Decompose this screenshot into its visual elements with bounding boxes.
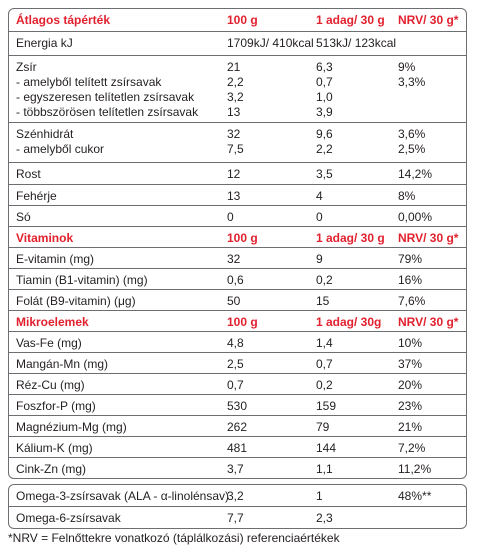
value-nrv: 48%** [398,489,432,503]
value-nrv: 0,00% [398,210,433,224]
table-row [9,184,466,205]
value-per-serving: 6,3 [316,60,333,74]
nutrient-name: Mikroelemek [16,315,89,329]
value-100g: 2,2 [227,75,244,89]
value-per-serving: 0,2 [316,273,333,287]
table-line [9,251,466,267]
table-line [9,89,466,105]
value-per-serving: 3,9 [316,105,333,119]
table-line [9,166,466,182]
table-row [9,331,466,352]
value-nrv: 16% [398,273,423,287]
table-row [9,394,466,415]
nutrition-table [8,8,467,479]
value-per-serving: 0,2 [316,378,333,392]
table-line [9,510,466,526]
value-100g: 530 [227,399,248,413]
nutrient-name: Átlagos tápérték [16,13,111,27]
value-per-serving: 9 [316,252,323,266]
nutrient-name: Vitaminok [16,231,74,245]
nutrient-name: Réz-Cu (mg) [16,378,85,392]
table-line [9,461,466,477]
omega-table [8,484,467,529]
value-nrv: NRV/ 30 g* [398,315,459,329]
value-100g: 1709kJ/ 410kcal [227,36,314,50]
value-per-serving: 159 [316,399,337,413]
table-line [9,314,466,330]
table-row [9,31,466,55]
nutrient-name: Omega-6-zsírsavak [16,511,121,525]
table-line [9,488,466,504]
table-line [9,141,466,157]
value-100g: 32 [227,127,241,141]
table-row [9,205,466,226]
value-per-serving: 1,0 [316,90,333,104]
value-100g: 3,2 [227,489,244,503]
value-100g: 100 g [227,315,258,329]
value-100g: 7,5 [227,142,244,156]
value-nrv: 9% [398,60,416,74]
value-per-serving: 15 [316,294,330,308]
table-row [9,352,466,373]
section-header-row [9,226,466,247]
table-line [9,335,466,351]
value-100g: 0 [227,210,234,224]
footnote: *NRV = Felnőttekre vonatkozó (táplálkozási) referenciaértékek [8,531,340,545]
table-line [9,59,466,75]
value-per-serving: 1 adag/ 30 g [316,13,385,27]
table-row [9,373,466,394]
nutrient-name: - amelyből telített zsírsavak [16,75,162,89]
section-header-row [9,310,466,331]
value-per-serving: 1 adag/ 30 g [316,231,385,245]
value-nrv: 7,2% [398,441,426,455]
value-per-serving: 0 [316,210,323,224]
nutrient-name: Mangán-Mn (mg) [16,357,109,371]
table-row [9,247,466,268]
table-line [9,12,466,28]
nutrient-name: Folát (B9-vitamin) (μg) [16,294,136,308]
table-row [9,436,466,457]
value-100g: 262 [227,420,248,434]
value-nrv: 8% [398,189,416,203]
table-row [9,162,466,184]
table-row [9,506,466,528]
value-nrv: 2,5% [398,142,426,156]
nutrient-name: - egyszeresen telítetlen zsírsavak [16,90,195,104]
table-line [9,440,466,456]
value-per-serving: 513kJ/ 123kcal [316,36,397,50]
value-100g: 4,8 [227,336,244,350]
value-100g: 0,6 [227,273,244,287]
value-100g: 32 [227,252,241,266]
value-nrv: NRV/ 30 g* [398,13,459,27]
value-100g: 2,5 [227,357,244,371]
value-100g: 21 [227,60,241,74]
table-row [9,485,466,506]
value-per-serving: 2,2 [316,142,333,156]
value-nrv: 3,3% [398,75,426,89]
nutrient-name: - többszörösen telítetlen zsírsavak [16,105,199,119]
value-per-serving: 144 [316,441,337,455]
value-per-serving: 1,1 [316,462,333,476]
nutrient-name: Tiamin (B1-vitamin) (mg) [16,273,148,287]
value-nrv: 3,6% [398,127,426,141]
table-line [9,35,466,51]
nutrient-name: Szénhidrát [16,127,74,141]
value-per-serving: 0,7 [316,357,333,371]
section-header-row [9,9,466,31]
nutrient-name: Energia kJ [16,36,73,50]
value-nrv: 7,6% [398,294,426,308]
table-row [9,268,466,289]
table-line [9,356,466,372]
nutrient-name: Fehérje [16,189,57,203]
nutrient-name: - amelyből cukor [16,142,105,156]
value-per-serving: 1 adag/ 30g [316,315,382,329]
nutrient-name: Rost [16,167,41,181]
value-100g: 3,2 [227,90,244,104]
value-per-serving: 0,7 [316,75,333,89]
nutrient-name: Só [16,210,31,224]
table-line [9,126,466,142]
value-nrv: 21% [398,420,423,434]
value-per-serving: 9,6 [316,127,333,141]
table-line [9,209,466,225]
table-row [9,457,466,478]
value-100g: 7,7 [227,511,244,525]
nutrient-name: Zsír [16,60,37,74]
value-nrv: 23% [398,399,423,413]
value-nrv: 37% [398,357,423,371]
value-nrv: NRV/ 30 g* [398,231,459,245]
nutrient-name: Vas-Fe (mg) [16,336,82,350]
value-nrv: 10% [398,336,423,350]
value-100g: 13 [227,189,241,203]
nutrient-name: Kálium-K (mg) [16,441,93,455]
value-nrv: 20% [398,378,423,392]
value-per-serving: 2,3 [316,511,333,525]
value-100g: 50 [227,294,241,308]
nutrient-name: Magnézium-Mg (mg) [16,420,127,434]
table-line [9,104,466,120]
value-per-serving: 4 [316,189,323,203]
table-line [9,74,466,90]
table-row [9,122,466,162]
value-100g: 100 g [227,231,258,245]
nutrient-name: Foszfor-P (mg) [16,399,96,413]
nutrient-name: Cink-Zn (mg) [16,462,87,476]
value-100g: 0,7 [227,378,244,392]
value-per-serving: 1,4 [316,336,333,350]
table-line [9,293,466,309]
table-row [9,415,466,436]
table-line [9,230,466,246]
value-nrv: 11,2% [398,462,432,476]
value-per-serving: 79 [316,420,330,434]
value-nrv: 14,2% [398,167,433,181]
value-per-serving: 3,5 [316,167,333,181]
value-100g: 3,7 [227,462,244,476]
table-row [9,55,466,122]
table-line [9,188,466,204]
table-row [9,289,466,310]
value-100g: 481 [227,441,248,455]
table-line [9,398,466,414]
table-line [9,419,466,435]
value-100g: 13 [227,105,241,119]
table-line [9,377,466,393]
value-100g: 100 g [227,13,258,27]
value-per-serving: 1 [316,489,323,503]
value-100g: 12 [227,167,241,181]
nutrient-name: E-vitamin (mg) [16,252,95,266]
table-line [9,272,466,288]
nutrient-name: Omega-3-zsírsavak (ALA - α-linolénsav) [16,489,230,503]
value-nrv: 79% [398,252,423,266]
